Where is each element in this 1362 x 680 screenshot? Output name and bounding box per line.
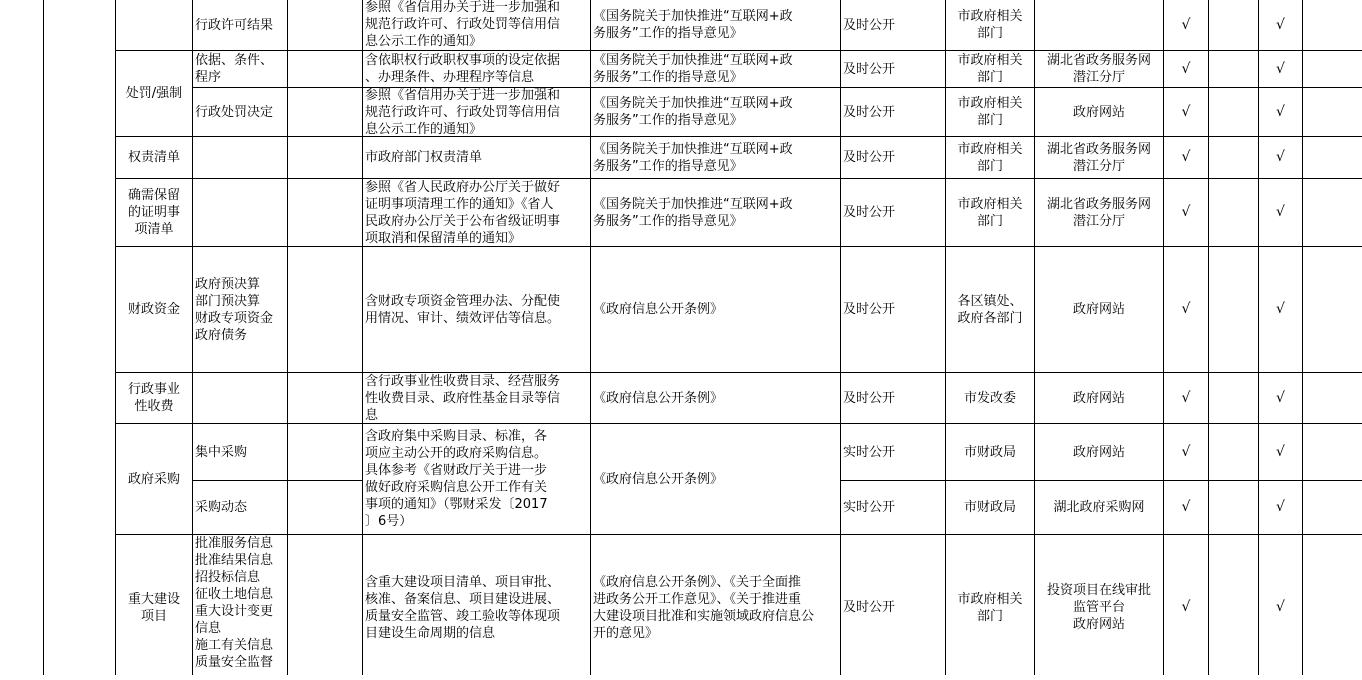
- check-mark: √: [1276, 389, 1285, 406]
- channel-cell: 政府网站: [1072, 390, 1125, 406]
- check-mark: √: [1276, 16, 1285, 33]
- channel-cell: 湖北政府采购网: [1053, 500, 1145, 515]
- basis-cell: 含行政事业性收费目录、经营服务 性收费目录、政府性基金目录等信 息: [365, 374, 561, 423]
- timing-cell: 及时公开: [843, 600, 896, 615]
- policy-cell: 《国务院关于加快推进“互联网+政 务服务”工作的指导意见》: [593, 141, 793, 174]
- policy-cell: 《政府信息公开条例》: [593, 390, 724, 406]
- timing-cell: 及时公开: [843, 104, 896, 120]
- timing-cell: 及时公开: [843, 390, 896, 406]
- category-cell: 政府采购: [127, 471, 180, 487]
- dept-cell: 各区镇处、 政府各部门: [957, 293, 1023, 326]
- channel-cell: 投资项目在线审批 监管平台 政府网站: [1046, 583, 1151, 632]
- category-cell: 财政资金: [127, 302, 180, 317]
- check-mark: √: [1181, 204, 1191, 220]
- item-cell: 采购动态: [195, 500, 248, 515]
- dept-cell: 市政府相关 部门: [957, 141, 1023, 174]
- channel-cell: 政府网站: [1072, 444, 1125, 460]
- category-cell: 行政事业 性收费: [127, 382, 180, 414]
- check-mark: √: [1181, 599, 1191, 615]
- dept-cell: 市政府相关 部门: [957, 53, 1023, 85]
- policy-cell: 《国务院关于加快推进“互联网+政 务服务”工作的指导意见》: [593, 9, 793, 41]
- check-mark: √: [1181, 389, 1191, 406]
- channel-cell: 湖北省政务服务网 潜江分厅: [1046, 196, 1151, 229]
- policy-cell: 《政府信息公开条例》: [593, 471, 724, 487]
- basis-cell: 含依职权行政职权事项的设定依据 、办理条件、办理程序等信息: [365, 53, 561, 85]
- check-mark: √: [1181, 103, 1191, 120]
- check-mark: √: [1181, 499, 1191, 515]
- policy-cell: 《国务院关于加快推进“互联网+政 务服务”工作的指导意见》: [593, 196, 793, 229]
- check-mark: √: [1276, 149, 1285, 165]
- policy-cell: 《政府信息公开条例》: [593, 302, 724, 317]
- basis-cell: 含政府集中采购目录、标准，各 项应主动公开的政府采购信息。 具体参考《省财政厅关于进一步 做好政府采购信息公开工作有关 事项的通知》（鄂财采发〔2017 〕6号）: [365, 429, 548, 529]
- check-mark: √: [1276, 204, 1285, 220]
- timing-cell: 及时公开: [843, 17, 896, 33]
- item-cell: 政府预决算 部门预决算 财政专项资金 政府债务: [195, 276, 274, 343]
- basis-cell: 参照《省人民政府办公厅关于做好 证明事项清理工作的通知》《省人 民政府办公厅关于公布省级证明事 项取消和保留清单的通知》: [365, 179, 561, 246]
- basis-cell: 参照《省信用办关于进一步加强和 规范行政许可、行政处罚等信用信 息公示工作的通知》: [365, 0, 561, 49]
- timing-cell: 及时公开: [843, 205, 896, 220]
- dept-cell: 市发改委: [963, 390, 1016, 406]
- category-cell: 处罚/强制: [125, 86, 183, 101]
- timing-cell: 实时公开: [843, 500, 896, 515]
- dept-cell: 市财政局: [963, 500, 1016, 515]
- dept-cell: 市政府相关 部门: [957, 591, 1023, 624]
- timing-cell: 及时公开: [843, 302, 896, 317]
- check-mark: √: [1181, 443, 1191, 460]
- check-mark: √: [1276, 599, 1285, 615]
- dept-cell: 市政府相关 部门: [957, 196, 1023, 229]
- channel-cell: 湖北省政务服务网 潜江分厅: [1046, 53, 1151, 85]
- dept-cell: 市财政局: [963, 444, 1016, 460]
- timing-cell: 实时公开: [843, 444, 896, 460]
- channel-cell: 湖北省政务服务网 潜江分厅: [1046, 141, 1151, 174]
- check-mark: √: [1181, 16, 1191, 33]
- basis-cell: 含财政专项资金管理办法、分配使 用情况、审计、绩效评估等信息。: [365, 293, 561, 326]
- item-cell: 集中采购: [195, 444, 248, 460]
- policy-cell: 《国务院关于加快推进“互联网+政 务服务”工作的指导意见》: [593, 96, 793, 128]
- category-cell: 确需保留 的证明事 项清单: [127, 188, 180, 237]
- check-mark: √: [1276, 60, 1285, 77]
- dept-cell: 市政府相关 部门: [957, 96, 1023, 128]
- basis-cell: 含重大建设项目清单、项目审批、 核准、备案信息、项目建设进展、 质量安全监管、竣工验收等体现项 目建设生命周期的信息: [365, 574, 561, 641]
- timing-cell: 及时公开: [843, 150, 896, 165]
- dept-cell: 市政府相关 部门: [957, 9, 1023, 41]
- check-mark: √: [1181, 301, 1191, 317]
- basis-cell: 参照《省信用办关于进一步加强和 规范行政许可、行政处罚等信用信 息公示工作的通知》: [365, 88, 561, 136]
- check-mark: √: [1276, 443, 1285, 460]
- category-cell: 权责清单: [127, 150, 180, 165]
- check-mark: √: [1276, 499, 1285, 515]
- item-cell: 行政许可结果: [195, 17, 274, 33]
- channel-cell: 政府网站: [1072, 104, 1125, 120]
- basis-cell: 市政府部门权责清单: [365, 150, 483, 165]
- item-cell: 行政处罚决定: [195, 104, 274, 120]
- check-mark: √: [1276, 103, 1285, 120]
- policy-cell: 《国务院关于加快推进“互联网+政 务服务”工作的指导意见》: [593, 53, 793, 85]
- check-mark: √: [1276, 301, 1285, 317]
- channel-cell: [1035, 0, 1163, 50]
- check-mark: √: [1181, 60, 1191, 77]
- timing-cell: 及时公开: [843, 61, 896, 77]
- policy-cell: 《政府信息公开条例》、《关于全面推 进政务公开工作意见》、《关于推进重 大建设项目批准和实施领域政府信息公 开的意见》: [593, 574, 815, 641]
- check-mark: √: [1181, 149, 1191, 165]
- category-cell: 重大建设 项目: [127, 591, 180, 624]
- item-cell: 批准服务信息 批准结果信息 招投标信息 征收土地信息 重大设计变更 信息 施工有关信息 质量安全监督: [195, 536, 274, 670]
- channel-cell: 政府网站: [1072, 302, 1125, 317]
- item-cell: 依据、条件、 程序: [195, 53, 274, 85]
